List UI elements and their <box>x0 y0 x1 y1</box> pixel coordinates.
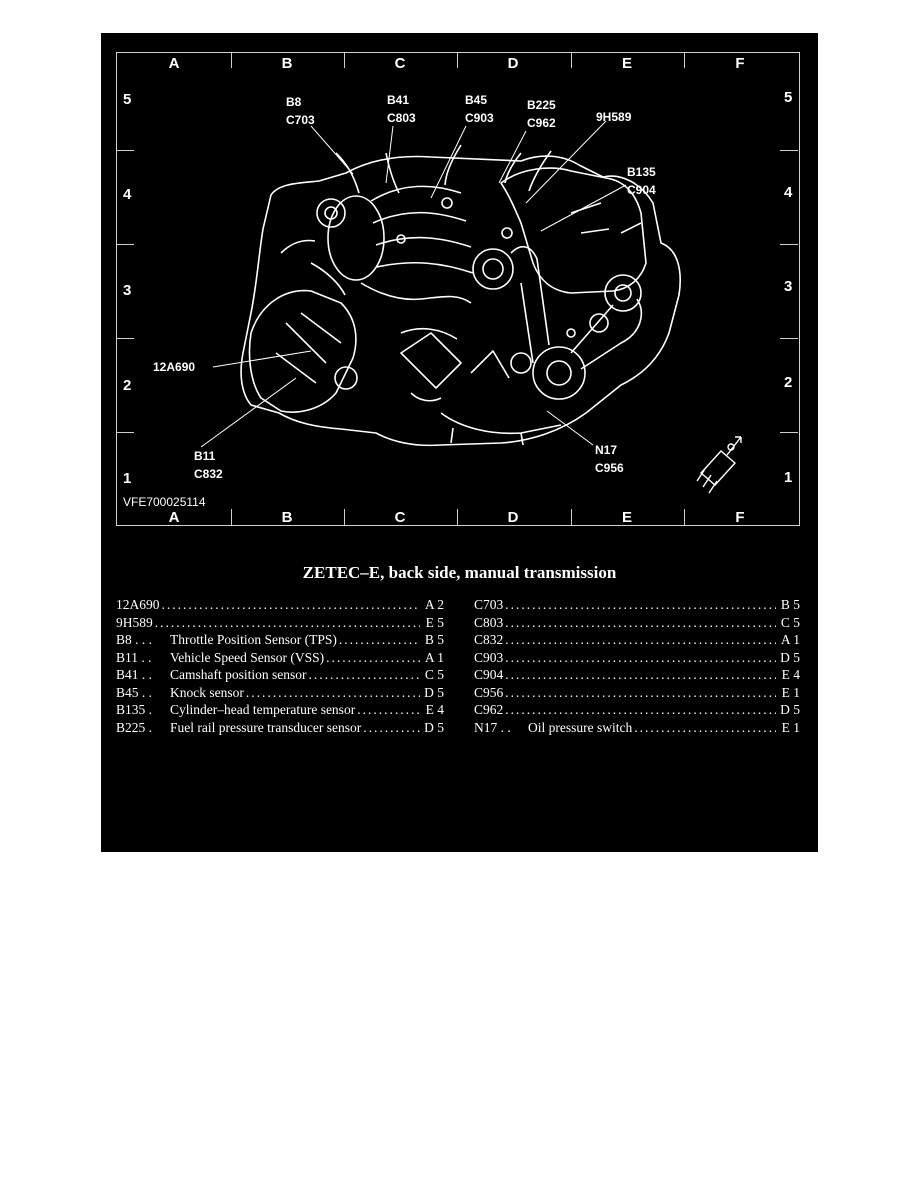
crank-pulley <box>533 347 585 399</box>
intake-runners <box>371 186 473 273</box>
callout-n17 <box>595 441 624 477</box>
callout-12a690 <box>153 358 195 376</box>
legend-code: C956 <box>474 684 504 700</box>
callout-9h589-code: 9H589 <box>596 110 632 124</box>
oil-pan <box>441 413 561 445</box>
leader-line-b11 <box>201 378 296 447</box>
leader-dots <box>246 684 420 702</box>
leader-dots <box>505 631 776 649</box>
legend-row <box>116 614 444 632</box>
drive-belt <box>511 247 641 369</box>
leader-dots <box>357 701 420 719</box>
callout-b225-connector: C962 <box>527 116 556 130</box>
legend-location: A 1 <box>424 649 444 665</box>
callout-b45 <box>465 91 494 127</box>
legend-desc: Throttle Position Sensor (TPS) <box>170 632 337 647</box>
col-header-bottom-c: C <box>394 509 406 526</box>
legend-row <box>116 596 444 614</box>
row-header-left-3: 3 <box>123 282 132 299</box>
row-header-left-5: 5 <box>123 91 132 108</box>
leader-dots <box>505 701 776 719</box>
legend-location: D 5 <box>424 684 444 700</box>
idler-pulley <box>511 353 531 373</box>
legend-code: C832 <box>474 632 504 647</box>
leader-line-b135 <box>541 185 626 231</box>
leader-dots <box>326 649 420 667</box>
legend-location: B 5 <box>424 632 444 647</box>
legend-row <box>474 614 800 632</box>
intake-plenum <box>328 196 384 280</box>
leader-dots <box>339 631 420 649</box>
row-header-left-2: 2 <box>123 377 132 394</box>
callout-b135-code: B135 <box>627 165 656 179</box>
throttle-body <box>317 199 345 227</box>
col-header-bottom-d: D <box>507 509 519 526</box>
leader-dots <box>309 666 421 684</box>
diagram-title: ZETEC–E, back side, manual transmission <box>302 563 617 582</box>
legend-row <box>116 631 444 649</box>
col-header-top-d: D <box>507 55 519 72</box>
callout-b225-code: B225 <box>527 98 556 112</box>
row-header-right-4: 4 <box>784 184 793 201</box>
diagram-panel <box>101 33 818 852</box>
leader-line-b45 <box>431 126 466 198</box>
callout-b225 <box>527 96 556 132</box>
callout-b45-connector: C903 <box>465 111 494 125</box>
col-header-top-b: B <box>281 55 293 72</box>
col-header-top-e: E <box>621 55 632 72</box>
legend-desc: Cylinder–head temperature sensor <box>170 702 356 717</box>
engine-detail <box>281 203 641 401</box>
legend-location: C 5 <box>780 614 800 630</box>
legend-row <box>474 684 800 702</box>
leader-dots <box>162 596 421 614</box>
legend-location: E 4 <box>781 667 800 682</box>
legend-code: B41 . . <box>116 667 153 682</box>
legend-code: C962 <box>474 702 504 717</box>
legend-row <box>474 701 800 719</box>
water-pump-pulley <box>605 275 641 311</box>
legend-location: E 1 <box>781 719 800 735</box>
legend-location: C 5 <box>424 667 444 682</box>
transmission-housing <box>249 291 355 412</box>
col-header-top-c: C <box>394 55 406 72</box>
legend-right <box>474 596 800 736</box>
legend-location: E 1 <box>781 684 800 700</box>
legend-desc: Fuel rail pressure transducer sensor <box>170 719 362 735</box>
legend-row <box>474 649 800 667</box>
legend-desc: Vehicle Speed Sensor (VSS) <box>170 649 325 665</box>
col-header-top-f: F <box>735 55 745 72</box>
callout-n17-connector: C956 <box>595 461 624 475</box>
callout-b41-code: B41 <box>387 93 410 107</box>
legend-location: D 5 <box>424 719 444 735</box>
alternator <box>473 249 513 289</box>
callout-b11 <box>194 447 223 483</box>
legend-code: B45 . . <box>116 684 153 700</box>
leader-dots <box>505 684 776 702</box>
row-header-right-5: 5 <box>784 89 793 106</box>
leader-dots <box>363 719 420 737</box>
callout-b135-connector: C904 <box>627 183 656 197</box>
leader-dots <box>634 719 776 737</box>
legend-row <box>116 701 444 719</box>
callout-b41 <box>387 91 416 127</box>
legend-code: B225 . <box>116 719 153 735</box>
col-header-bottom-e: E <box>621 509 632 526</box>
legend-location: B 5 <box>780 597 800 612</box>
row-header-right-3: 3 <box>784 278 793 295</box>
callout-b11-connector: C832 <box>194 467 223 481</box>
leader-line-b8 <box>311 126 353 174</box>
leader-dots <box>505 614 776 632</box>
col-header-top-a: A <box>168 55 180 72</box>
leader-dots <box>155 614 420 632</box>
legend-location: E 5 <box>425 614 444 630</box>
callout-b8 <box>286 93 315 129</box>
col-header-bottom-a: A <box>168 509 180 526</box>
figure-id: VFE700025114 <box>123 495 206 509</box>
legend-location: A 1 <box>780 632 800 647</box>
row-header-left-1: 1 <box>123 470 132 487</box>
callout-b8-connector: C703 <box>286 113 315 127</box>
legend-row <box>116 666 444 684</box>
legend-location: D 5 <box>780 649 800 665</box>
legend-code: N17 . . <box>474 719 511 735</box>
leader-line-9h589 <box>526 121 606 203</box>
callout-b135 <box>627 163 656 199</box>
legend-code: C803 <box>474 614 504 630</box>
legend-code: 12A690 <box>116 597 160 612</box>
leader-dots <box>505 596 776 614</box>
engine-block-outline <box>241 156 680 445</box>
legend-code: 9H589 <box>116 614 153 630</box>
legend-location: D 5 <box>780 702 800 717</box>
legend-code: B8 . . . <box>116 632 153 647</box>
callout-b41-connector: C803 <box>387 111 416 125</box>
callout-b8-code: B8 <box>286 95 302 109</box>
callout-9h589 <box>596 108 631 126</box>
legend-row <box>474 596 800 614</box>
legend-code: C703 <box>474 597 504 612</box>
col-header-bottom-b: B <box>281 509 293 526</box>
legend-row <box>474 666 800 684</box>
callout-12a690-code: 12A690 <box>153 360 196 374</box>
connector-symbol-icon <box>697 437 741 493</box>
legend-row <box>474 631 800 649</box>
row-header-right-1: 1 <box>784 469 793 486</box>
legend-code: C903 <box>474 649 504 665</box>
legend-row <box>474 719 800 737</box>
callout-b11-code: B11 <box>194 449 216 463</box>
row-header-right-2: 2 <box>784 374 793 391</box>
legend-code: B11 . . <box>116 649 152 665</box>
leader-line-12a690 <box>213 351 311 367</box>
legend-code: B135 . <box>116 702 153 717</box>
legend-desc: Oil pressure switch <box>528 719 633 735</box>
legend-desc: Camshaft position sensor <box>170 667 307 682</box>
legend-desc: Knock sensor <box>170 684 244 700</box>
legend-row <box>116 649 444 667</box>
leader-dots <box>505 649 776 667</box>
row-header-left-4: 4 <box>123 186 132 203</box>
leader-line-n17 <box>547 411 593 445</box>
callout-n17-code: N17 <box>595 443 618 457</box>
legend-row <box>116 719 444 737</box>
leader-dots <box>505 666 776 684</box>
legend-row <box>116 684 444 702</box>
legend-location: A 2 <box>424 597 444 612</box>
callout-b45-code: B45 <box>465 93 488 107</box>
legend-location: E 4 <box>425 702 444 717</box>
legend-left <box>116 596 444 736</box>
col-header-bottom-f: F <box>735 509 745 526</box>
legend-code: C904 <box>474 667 504 682</box>
